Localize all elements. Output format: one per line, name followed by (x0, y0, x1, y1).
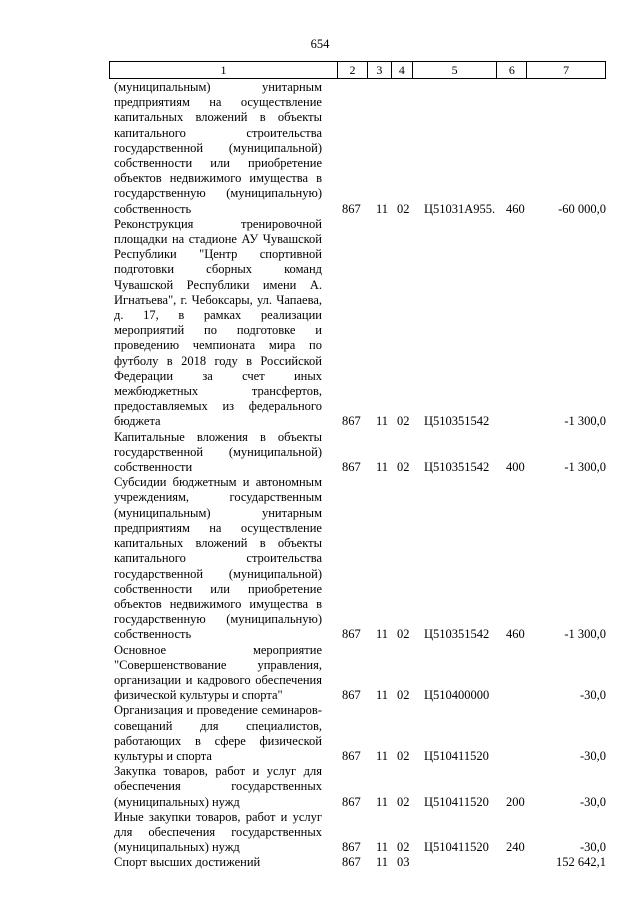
header-col-6: 6 (497, 62, 527, 78)
subsection-code: 02 (397, 627, 410, 642)
subsection-code: 02 (397, 794, 410, 809)
grbs-code: 867 (342, 794, 361, 809)
grbs-code: 867 (342, 414, 361, 429)
subsection-code: 02 (397, 460, 410, 475)
amount-value: -30,0 (579, 748, 606, 763)
subsection-code: 02 (397, 414, 410, 429)
grbs-code: 867 (342, 460, 361, 475)
target-article-code: Ц510351542 (424, 414, 490, 429)
table-row (114, 764, 606, 810)
table-row (114, 475, 606, 642)
subsection-code: 02 (397, 840, 410, 855)
section-code: 11 (376, 460, 389, 475)
target-article-code: Ц51031A955. (424, 201, 496, 216)
table-row (114, 217, 606, 430)
table-row (114, 810, 606, 856)
subsection-code: 02 (397, 688, 410, 703)
table-row (114, 643, 606, 704)
expense-type-code: 400 (506, 460, 525, 475)
row-description: Капитальные вложения в объекты государственной (муниципальной) собственности (114, 429, 322, 475)
subsection-code: 02 (397, 201, 410, 216)
target-article-code: Ц510411520 (424, 748, 489, 763)
table-header (109, 61, 606, 79)
row-description: Иные закупки товаров, работ и услуг для обеспечения государственных (муниципальных) нужд (114, 809, 322, 855)
header-col-4: 4 (392, 62, 413, 78)
amount-value: -1 300,0 (564, 460, 606, 475)
section-code: 11 (376, 840, 389, 855)
header-col-2: 2 (338, 62, 368, 78)
header-col-1: 1 (110, 62, 338, 78)
grbs-code: 867 (342, 855, 361, 870)
header-col-3: 3 (368, 62, 392, 78)
page-number: 654 (310, 37, 330, 51)
section-code: 11 (376, 748, 389, 763)
grbs-code: 867 (342, 840, 361, 855)
target-article-code: Ц510351542 (424, 627, 490, 642)
target-article-code: Ц510411520 (424, 794, 489, 809)
expense-type-code: 460 (506, 201, 525, 216)
section-code: 11 (376, 855, 389, 870)
row-description: Субсидии бюджетным и автономным учреждениям, государственным (муниципальным) унитарным предприятиям на осуществление капитальных вложений в объекты капитального строительства государственной (муниципальной) собственности или приобретение объектов недвижимого имущества в государственную (муниципальную) собственность (114, 475, 322, 642)
row-description: Основное мероприятие "Совершенствование управления, организации и кадрового обеспечения физической культуры и спорта" (114, 642, 322, 703)
table-row (114, 855, 606, 870)
table-body (114, 80, 606, 871)
section-code: 11 (376, 794, 389, 809)
section-code: 11 (376, 414, 389, 429)
header-col-5: 5 (413, 62, 498, 78)
amount-value: -1 300,0 (564, 414, 606, 429)
grbs-code: 867 (342, 627, 361, 642)
target-article-code: Ц510411520 (424, 840, 489, 855)
target-article-code: Ц510351542 (424, 460, 490, 475)
grbs-code: 867 (342, 688, 361, 703)
amount-value: -30,0 (579, 688, 606, 703)
row-description: (муниципальным) унитарным предприятиям на осуществление капитальных вложений в объекты капитального строительства государственной (муниципальной) собственности или приобретение объектов недвижимого имущества в государственную (муниципальную) собственность (114, 80, 322, 216)
row-description: Спорт высших достижений (114, 855, 261, 870)
expense-type-code: 240 (506, 840, 525, 855)
grbs-code: 867 (342, 201, 361, 216)
target-article-code: Ц510400000 (424, 688, 490, 703)
row-description: Реконструкция тренировочной площадки на стадионе АУ Чувашской Республики "Центр спортивной подготовки сборных команд Чувашской Республики имени А. Игнатьева", г. Чебоксары, ул. Чапаева, д. 17, в рамках реализации мероприятий по подготовке и проведению чемпионата мира по футболу в 2018 году в Российской Федерации за счет иных межбюджетных трансфертов, предоставляемых из федерального бюджета (114, 216, 322, 429)
section-code: 11 (376, 201, 389, 216)
section-code: 11 (376, 688, 389, 703)
table-row (114, 703, 606, 764)
table-row (114, 80, 606, 217)
table-row (114, 430, 606, 476)
grbs-code: 867 (342, 748, 361, 763)
expense-type-code: 200 (506, 794, 525, 809)
amount-value: -60 000,0 (558, 201, 606, 216)
subsection-code: 03 (397, 855, 410, 870)
amount-value: -30,0 (579, 840, 606, 855)
subsection-code: 02 (397, 748, 410, 763)
row-description: Закупка товаров, работ и услуг для обеспечения государственных (муниципальных) нужд (114, 764, 322, 809)
amount-value: -30,0 (579, 794, 606, 809)
amount-value: 152 642,1 (556, 855, 606, 870)
row-description: Организация и проведение семинаров-совещаний для специалистов, работающих в сфере физической культуры и спорта (114, 703, 322, 763)
amount-value: -1 300,0 (564, 627, 606, 642)
header-col-7: 7 (563, 63, 570, 77)
expense-type-code: 460 (506, 627, 525, 642)
section-code: 11 (376, 627, 389, 642)
